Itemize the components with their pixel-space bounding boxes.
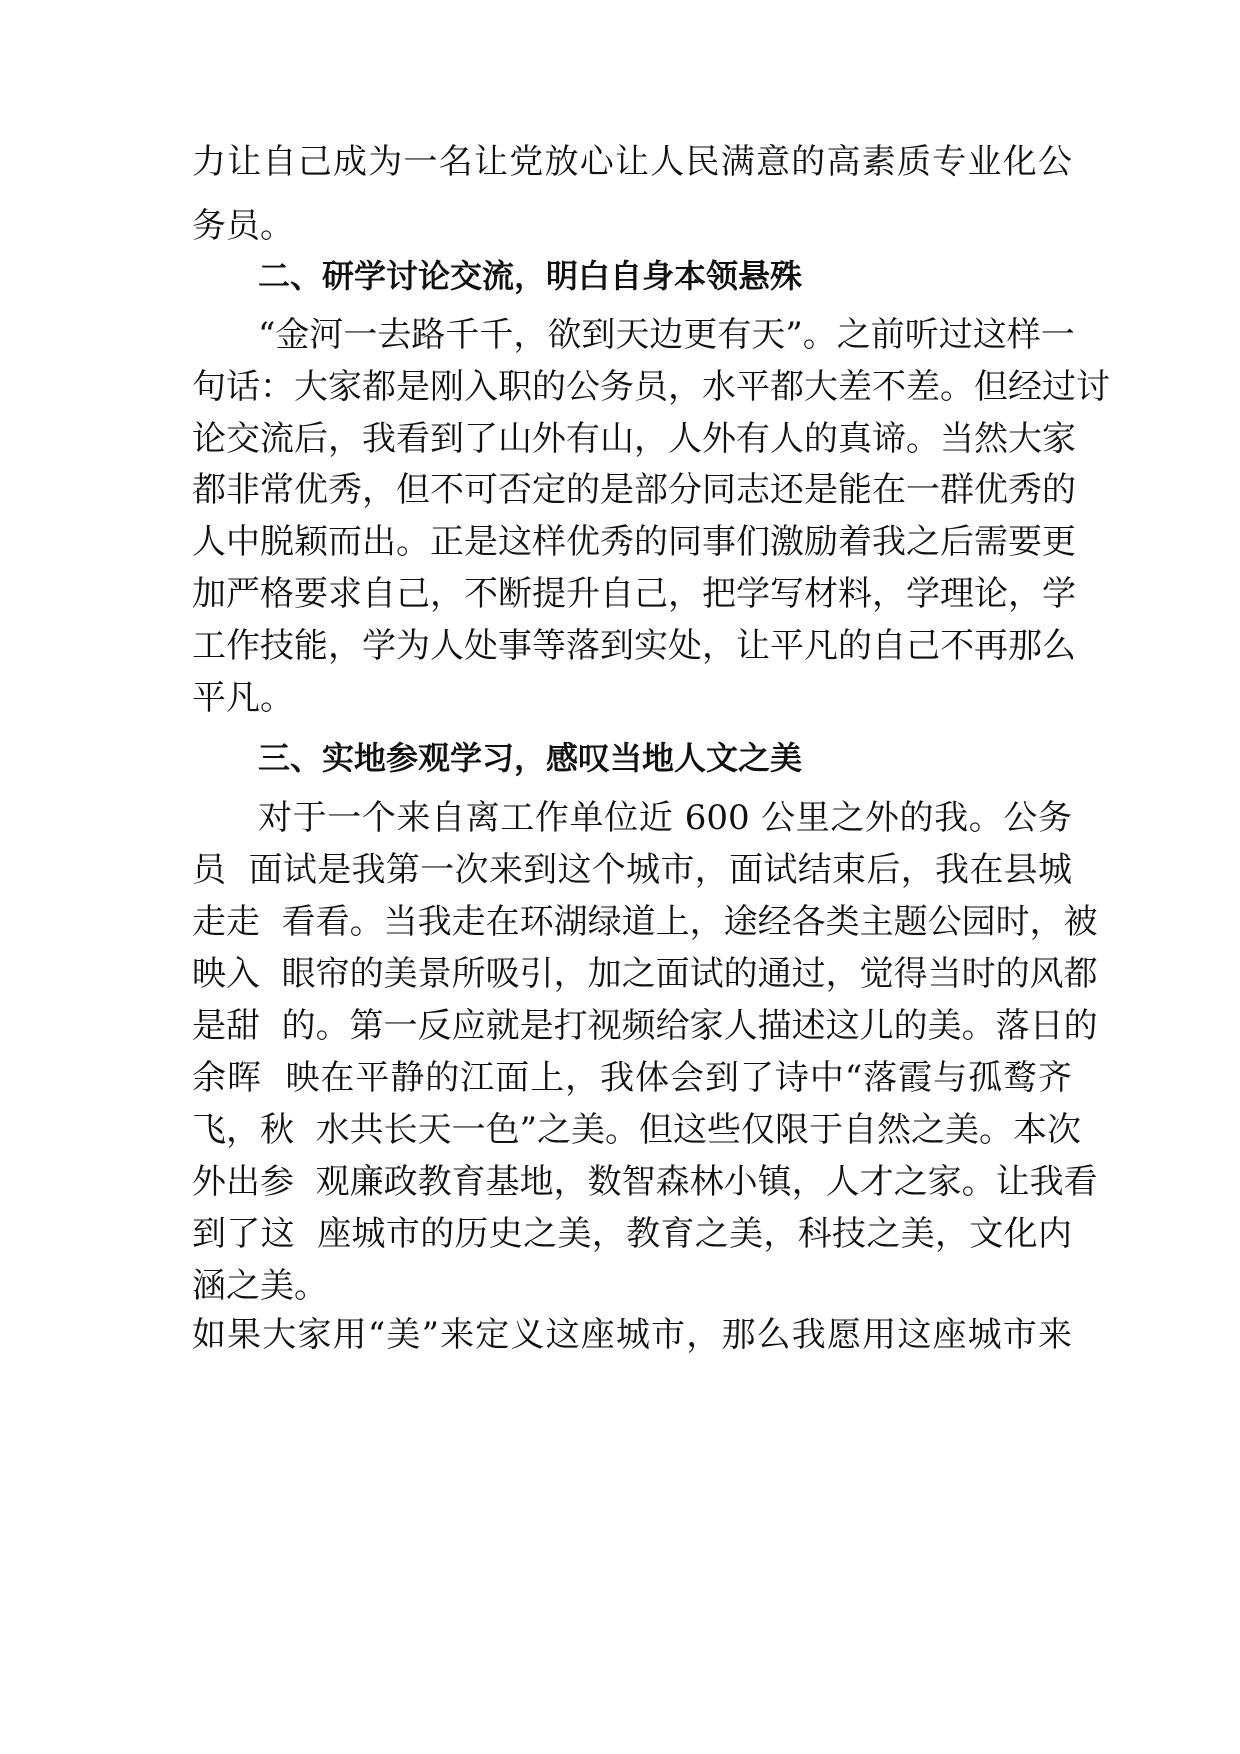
paragraph-line: 论交流后，我看到了山外有山，人外有人的真谛。当然大家 [192,419,1076,459]
section-heading: 三、实地参观学习，感叹当地人文之美 [258,739,803,777]
paragraph-line: 飞，秋 水共长天一色”之美。但这些仅限于自然之美。本次 [192,1110,1081,1150]
paragraph-line: 员 面试是我第一次来到这个城市，面试结束后，我在县城 [192,850,1072,890]
paragraph-line: 余晖 映在平静的江面上，我体会到了诗中“落霞与孤鹜齐 [192,1058,1072,1098]
section-heading: 二、研学讨论交流，明白自身本领悬殊 [258,257,803,295]
paragraph-line: 平凡。 [192,678,294,718]
paragraph-line: 走走 看看。当我走在环湖绿道上，途经各类主题公园时，被 [192,902,1098,942]
paragraph-line: “金河一去路千千，欲到天边更有天”。之前听过这样一 [258,315,1075,355]
paragraph-line: 加严格要求自己，不断提升自己，把学写材料，学理论，学 [192,574,1076,614]
paragraph-line: 对于一个来自离工作单位近 600 公里之外的我。公务 [258,798,1072,838]
paragraph-line: 力让自己成为一名让党放心让人民满意的高素质专业化公 [192,142,1072,182]
paragraph-line: 涵之美。 [192,1266,328,1306]
paragraph-line: 句话：大家都是刚入职的公务员，水平都大差不差。但经过讨 [192,367,1110,407]
paragraph-line: 映入 眼帘的美景所吸引，加之面试的通过，觉得当时的风都 [192,954,1098,994]
paragraph-line: 到了这 座城市的历史之美，教育之美，科技之美，文化内 [192,1214,1072,1254]
paragraph-line: 工作技能，学为人处事等落到实处，让平凡的自己不再那么 [192,626,1076,666]
paragraph-line: 是甜 的。第一反应就是打视频给家人描述这儿的美。落日的 [192,1006,1098,1046]
paragraph-line: 如果大家用“美”来定义这座城市，那么我愿用这座城市来 [192,1315,1072,1355]
paragraph-line: 务员。 [192,206,294,246]
paragraph-line: 人中脱颖而出。正是这样优秀的同事们激励着我之后需要更 [192,522,1076,562]
paragraph-line: 都非常优秀，但不可否定的是部分同志还是能在一群优秀的 [192,470,1076,510]
paragraph-line: 外出参 观廉政教育基地，数智森林小镇，人才之家。让我看 [192,1162,1098,1202]
